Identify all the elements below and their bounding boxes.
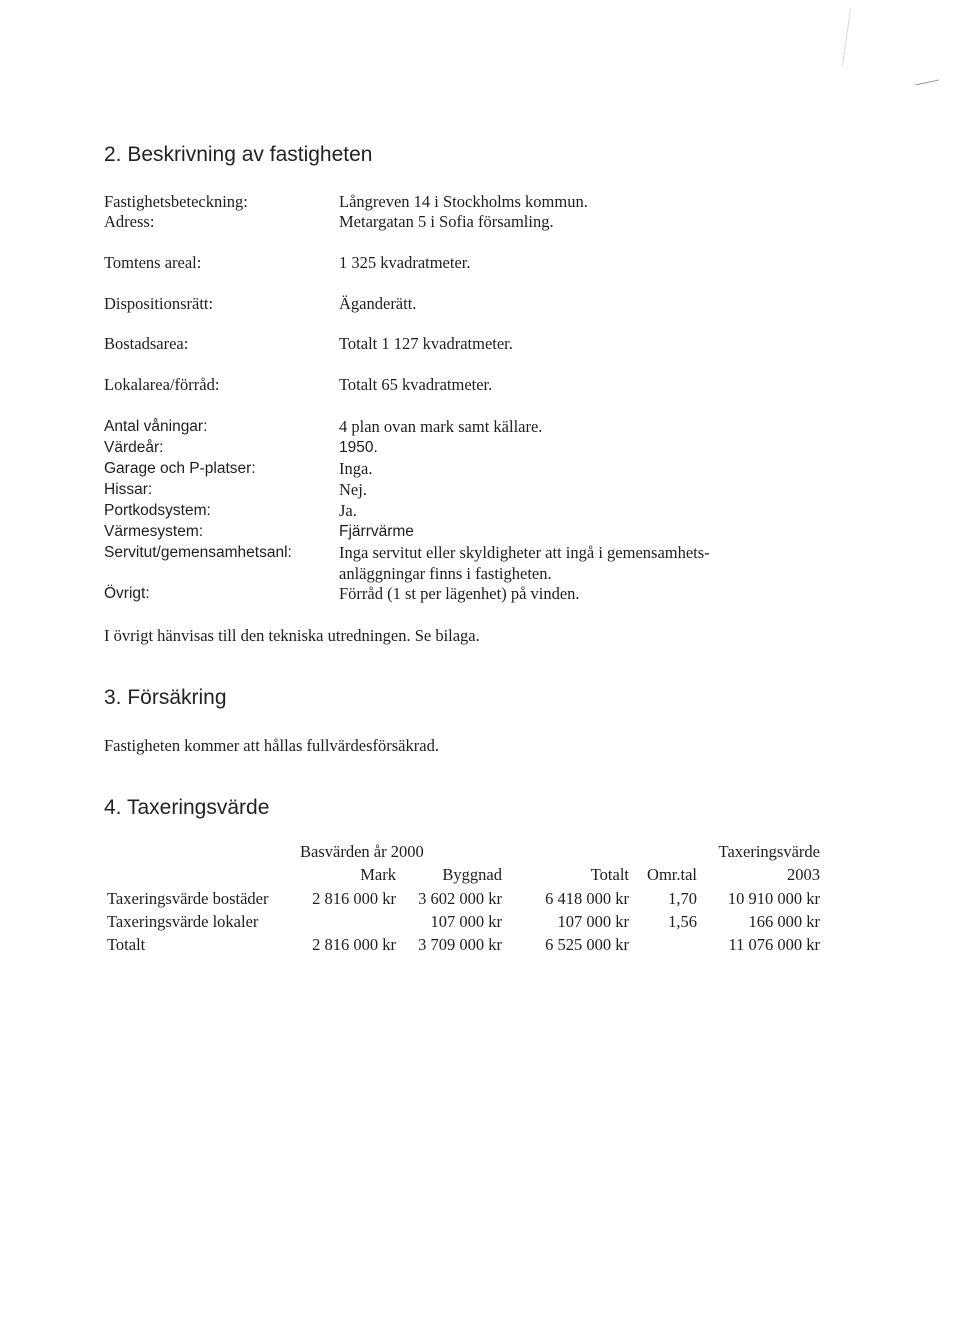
- property-label: Servitut/gemensamhetsanl:: [104, 544, 292, 561]
- property-value: Förråd (1 st per lägenhet) på vinden.: [339, 584, 580, 603]
- cell-totalt: 6 418 000 kr: [545, 889, 629, 908]
- section-heading-description: 2. Beskrivning av fastigheten: [104, 143, 373, 166]
- property-label: Dispositionsrätt:: [104, 294, 214, 313]
- table-group-header: Basvärden år 2000: [300, 842, 424, 861]
- cell-totalt: 6 525 000 kr: [545, 935, 629, 954]
- table-row-label: Totalt: [107, 935, 146, 954]
- cell-byggnad: 107 000 kr: [430, 912, 502, 931]
- property-value: Ja.: [339, 501, 357, 520]
- cell-totalt: 107 000 kr: [557, 912, 629, 931]
- scan-artifact: [915, 80, 939, 86]
- property-value: 1950.: [339, 439, 378, 456]
- reference-note: I övrigt hänvisas till den tekniska utredningen. Se bilaga.: [104, 626, 480, 645]
- insurance-text: Fastigheten kommer att hållas fullvärdesförsäkrad.: [104, 736, 439, 755]
- table-header-tax: Taxeringsvärde: [718, 842, 820, 861]
- property-value: Nej.: [339, 480, 367, 499]
- property-value: Äganderätt.: [339, 294, 417, 313]
- section-heading-tax-value: 4. Taxeringsvärde: [104, 796, 270, 819]
- cell-tax2003: 11 076 000 kr: [728, 935, 820, 954]
- cell-tax2003: 10 910 000 kr: [727, 889, 820, 908]
- column-header-mark: Mark: [360, 865, 396, 884]
- property-label: Värdeår:: [104, 439, 164, 456]
- cell-omrtal: 1,56: [668, 912, 697, 931]
- table-row-label: Taxeringsvärde lokaler: [107, 912, 259, 931]
- cell-byggnad: 3 709 000 kr: [418, 935, 502, 954]
- column-header-omrtal: Omr.tal: [647, 865, 697, 884]
- property-value: Totalt 65 kvadratmeter.: [339, 375, 493, 394]
- property-label: Garage och P-platser:: [104, 460, 256, 477]
- scan-artifact: [842, 8, 851, 66]
- column-header-2003: 2003: [787, 865, 820, 884]
- cell-tax2003: 166 000 kr: [748, 912, 820, 931]
- property-value: Inga.: [339, 459, 373, 478]
- property-label: Hissar:: [104, 481, 153, 498]
- cell-mark: 2 816 000 kr: [312, 935, 396, 954]
- cell-mark: 2 816 000 kr: [312, 889, 396, 908]
- property-label: Antal våningar:: [104, 418, 208, 435]
- property-value: Metargatan 5 i Sofia församling.: [339, 212, 554, 231]
- table-row-label: Taxeringsvärde bostäder: [107, 889, 269, 908]
- property-label: Portkodsystem:: [104, 502, 211, 519]
- property-value: 4 plan ovan mark samt källare.: [339, 417, 543, 436]
- cell-byggnad: 3 602 000 kr: [418, 889, 502, 908]
- property-value: 1 325 kvadratmeter.: [339, 253, 471, 272]
- property-value: Totalt 1 127 kvadratmeter.: [339, 334, 513, 353]
- column-header-byggnad: Byggnad: [442, 865, 502, 884]
- column-header-totalt: Totalt: [590, 865, 629, 884]
- property-label: Tomtens areal:: [104, 253, 202, 272]
- cell-omrtal: 1,70: [668, 889, 697, 908]
- property-label: Lokalarea/förråd:: [104, 375, 220, 394]
- property-label: Övrigt:: [104, 585, 150, 602]
- property-label: Adress:: [104, 212, 155, 231]
- property-value: anläggningar finns i fastigheten.: [339, 564, 552, 583]
- property-label: Bostadsarea:: [104, 334, 189, 353]
- section-heading-insurance: 3. Försäkring: [104, 686, 227, 709]
- property-label: Värmesystem:: [104, 523, 204, 540]
- property-value: Inga servitut eller skyldigheter att ingå i gemensamhets-: [339, 543, 710, 562]
- property-value: Långreven 14 i Stockholms kommun.: [339, 192, 588, 211]
- property-label: Fastighetsbeteckning:: [104, 192, 248, 211]
- property-value: Fjärrvärme: [339, 523, 414, 540]
